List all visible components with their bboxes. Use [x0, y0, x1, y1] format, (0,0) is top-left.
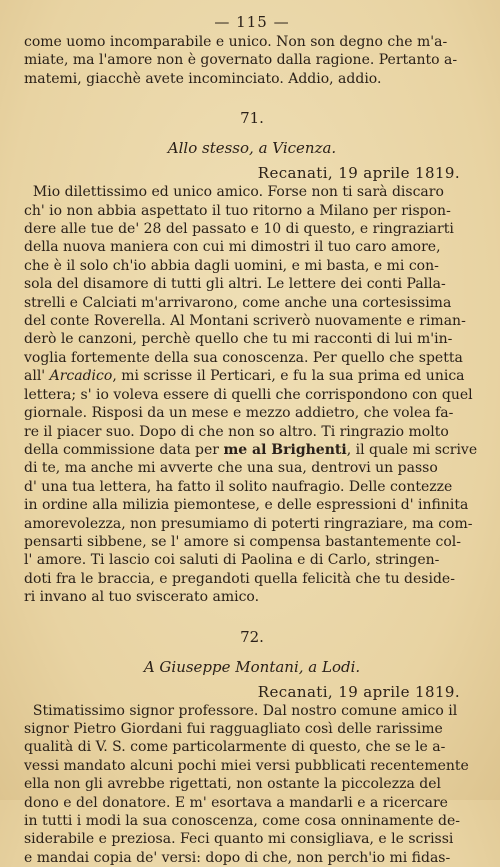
text-line: lettera; s' io voleva essere di quelli che corrispondono con quel [24, 386, 473, 403]
letter-72-dateline: Recanati, 19 aprile 1819. [257, 682, 460, 701]
letter-71-heading: Allo stesso, a Vicenza. [167, 139, 337, 158]
text-line: ella non gli avrebbe rigettati, non ostante la piccolezza del [24, 776, 441, 793]
text-line: giornale. Risposi da un mese e mezzo addietro, che volea fa- [24, 405, 454, 422]
letter-72-number: 72. [240, 627, 264, 646]
text-line: l' amore. Ti lascio coi saluti di Paolina e di Carlo, stringen- [24, 552, 440, 569]
intro-paragraph [24, 33, 480, 88]
text-line: della nuova maniera con cui mi dimostri il tuo caro amore, [24, 239, 441, 256]
letter-72-heading: A Giuseppe Montani, a Lodi. [143, 657, 361, 676]
text-line: di te, ma anche mi avverte che una sua, dentrovi un passo [24, 460, 438, 477]
text-line: vessi mandato alcuni pochi miei versi pubblicati recentemente [24, 757, 469, 774]
text-segment: , il quale mi scrive [346, 441, 478, 458]
bold-text: me al Brighenti [223, 441, 347, 458]
letter-72-body [24, 702, 480, 867]
text-line: siderabile e preziosa. Feci quanto mi consigliava, e le scrissi [24, 831, 454, 848]
text-line: Stimatissimo signor professore. Dal nostro comune amico il [24, 702, 458, 719]
text-line: strelli e Calciati m'arrivarono, come anche una cortesissima [24, 294, 452, 311]
text-line: miate, ma l'amore non è governato dalla ragione. Pertanto a- [24, 52, 458, 69]
text-line [24, 367, 480, 385]
text-line: come uomo incomparabile e unico. Non son degno che m'a- [24, 34, 448, 50]
text-segment: della commissione data per [24, 441, 224, 458]
page-number: — 115 — [214, 13, 290, 31]
text-line: che è il solo ch'io abbia dagli uomini, e mi basta, e mi con- [24, 257, 439, 274]
text-line: ri invano al tuo sviscerato amico. [24, 589, 260, 606]
text-line: matemi, giacchè avete incominciato. Addio, addio. [24, 70, 382, 87]
text-line: e mandai copia de' versi: dopo di che, non perch'io mi fidas- [24, 849, 451, 866]
text-line: del conte Roverella. Al Montani scriverò nuovamente e riman- [24, 313, 466, 330]
text-line: sola del disamore di tutti gli altri. Le lettere dei conti Palla- [24, 276, 446, 293]
text-line: pensarti sibbene, se l' amore si compensa bastantemente col- [24, 533, 462, 550]
text-line: in ordine alla milizia piemontese, e delle espressioni d' infinita [24, 497, 469, 514]
text-line: re il piacer suo. Dopo di che non so altro. Ti ringrazio molto [24, 423, 449, 440]
text-line: derò le canzoni, perchè quello che tu mi racconti di lui m'in- [24, 331, 453, 348]
text-line: in tutti i modi la sua conoscenza, come cosa onninamente de- [24, 813, 460, 829]
letter-71-number: 71. [240, 109, 264, 128]
text-line: dono e del donatore. E m' esortava a mandarli e a ricercare [24, 794, 448, 811]
text-line [24, 441, 480, 459]
text-line: ch' io non abbia aspettato il tuo ritorno a Milano per rispon- [24, 202, 451, 219]
letter-71-body [24, 183, 480, 606]
text-line: doti fra le braccia, e pregandoti quella felicità che tu deside- [24, 570, 455, 587]
text-line: Mio dilettissimo ed unico amico. Forse non ti sarà discaro [24, 184, 444, 201]
letter-71-dateline: Recanati, 19 aprile 1819. [257, 164, 460, 183]
text-line: d' una tua lettera, ha fatto il solito naufragio. Delle contezze [24, 478, 453, 495]
text-segment: all' [24, 368, 50, 385]
italic-title: Arcadico [49, 368, 113, 385]
text-line: qualità di V. S. come particolarmente di questo, che se le a- [24, 739, 446, 756]
text-line: dere alle tue de' 28 del passato e 10 di questo, e ringraziarti [24, 221, 454, 238]
text-line: amorevolezza, non presumiamo di poterti ringraziare, ma com- [24, 515, 473, 532]
text-segment: , mi scrisse il Perticari, e fu la sua prima ed unica [112, 368, 465, 385]
text-line: voglia fortemente della sua conoscenza. Per quello che spetta [24, 349, 463, 366]
text-line: signor Pietro Giordani fui ragguagliato così delle rarissime [24, 720, 443, 737]
